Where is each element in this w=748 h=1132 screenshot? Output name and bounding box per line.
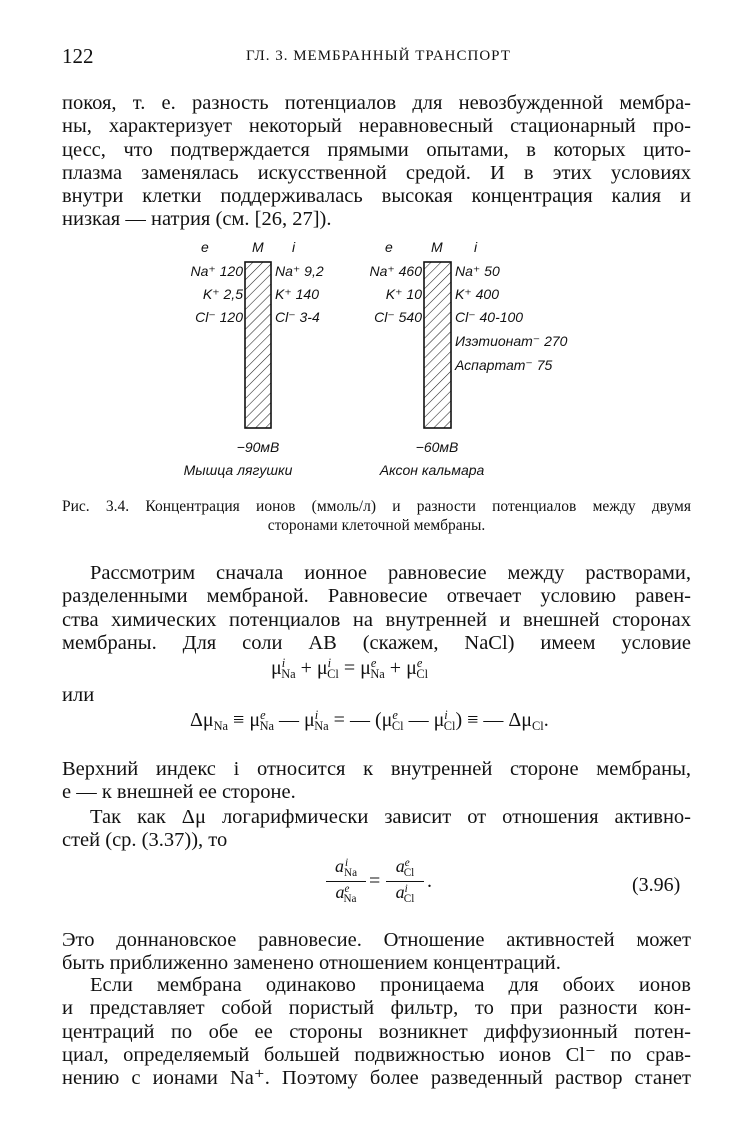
squid-int-cl: Cl⁻ 40-100 xyxy=(455,309,524,325)
frog-ext-k: K⁺ 2,5 xyxy=(202,286,243,302)
text-line: ства химических потенциалов на внутренней и внешней сторонах xyxy=(62,608,691,631)
frog-header-m: M xyxy=(252,239,264,255)
fraction-left xyxy=(326,856,366,905)
frog-header-e: e xyxy=(201,239,209,255)
frog-int-k: K⁺ 140 xyxy=(275,286,319,302)
squid-int-isethionate: Изэтионат⁻ 270 xyxy=(455,333,568,349)
squid-potential: −60мВ xyxy=(415,439,459,455)
text-line: циал, определяемый большей подвижностью ионов Cl⁻ по срав- xyxy=(62,1043,691,1066)
equation-number: (3.96) xyxy=(632,874,681,896)
fraction-bar: $a^e_{Na}$ xyxy=(326,881,366,905)
squid-int-na: Na⁺ 50 xyxy=(455,263,500,279)
text-line: Это доннановское равновесие. Отношение активностей может xyxy=(62,929,691,951)
figure-caption xyxy=(62,497,691,535)
equals-sign: = xyxy=(369,870,381,892)
text-line: внутри клетки поддерживалась высокая концентрация калия и xyxy=(62,185,691,208)
text-line: Так как Δμ логарифмически зависит от отношения активно- xyxy=(90,806,691,828)
squid-label: Аксон кальмара xyxy=(379,462,485,478)
squid-ext-k: K⁺ 10 xyxy=(385,286,422,302)
squid-ext-cl: Cl⁻ 540 xyxy=(374,309,422,325)
text-line: разделенными мембраной. Равновесие отвечает условию равен- xyxy=(62,585,691,608)
text-line: Если мембрана одинаково проницаема для обоих ионов xyxy=(90,974,691,996)
numerator: $a^i_{Na}$ xyxy=(334,856,358,879)
squid-membrane-bar xyxy=(424,262,451,428)
frog-int-na: Na⁺ 9,2 xyxy=(275,263,324,279)
text-line: Рассмотрим сначала ионное равновесие между растворами, xyxy=(90,562,691,584)
squid-header-m: M xyxy=(431,239,443,255)
squid-int-k: K⁺ 400 xyxy=(455,286,499,302)
text-line: e — к внешней ее стороне. xyxy=(62,781,296,804)
equation-equilibrium: $\mu^i_{Na} + \mu^i_{Cl} = \mu^e_{Na} + \mu^e_{Cl}$ xyxy=(271,656,429,682)
squid-int-aspartate: Аспартат⁻ 75 xyxy=(455,357,553,373)
text-line: цесс, что подтверждается прямыми опытами, в которых цито- xyxy=(62,138,691,161)
text-line: центраций по обе ее стороны возникнет диффузионный потен- xyxy=(62,1020,691,1043)
text-line: плазма заменялась искусственной средой. И в этих условиях xyxy=(62,161,691,184)
paragraph-2 xyxy=(62,562,691,655)
fraction-bar: $a^i_{Cl}$ xyxy=(386,881,424,905)
frog-ext-cl: Cl⁻ 120 xyxy=(195,309,243,325)
squid-header-i: i xyxy=(474,239,478,255)
fraction-right xyxy=(386,856,424,905)
numerator: $a^e_{Cl}$ xyxy=(395,856,415,879)
squid-header-e: e xyxy=(385,239,393,255)
text-line: покоя, т. е. разность потенциалов для невозбужденной мембра- xyxy=(62,92,691,114)
membrane-figure xyxy=(0,0,748,500)
text-line: быть приближенно заменено отношением концентраций. xyxy=(62,952,561,975)
text-line: Верхний индекс i относится к внутренней стороне мембраны, xyxy=(62,758,691,780)
text-line: мембраны. Для соли AB (скажем, NaCl) имеем условие xyxy=(62,631,691,654)
frog-label: Мышца лягушки xyxy=(183,462,293,478)
squid-ext-na: Na⁺ 460 xyxy=(369,263,422,279)
paragraph-6 xyxy=(62,974,691,1090)
frog-int-cl: Cl⁻ 3-4 xyxy=(275,309,320,325)
paragraph-4 xyxy=(62,806,691,853)
mu-symbol: μ xyxy=(271,656,282,679)
frog-membrane-bar xyxy=(245,262,271,428)
text-line: ны, характеризует некоторый неравновесный стационарный про- xyxy=(62,115,691,138)
paragraph-5 xyxy=(62,929,691,976)
frog-ext-na: Na⁺ 120 xyxy=(190,263,243,279)
word-or: или xyxy=(62,684,95,706)
frog-potential: −90мВ xyxy=(236,439,280,455)
text-line: стей (ср. (3.37)), то xyxy=(62,829,228,852)
text-line: нению с ионами Na⁺. Поэтому более разведенный раствор станет xyxy=(62,1067,691,1090)
equation-delta-mu: $\Delta\mu_{Na} \equiv \mu^e_{Na}$ — $\mu^i_{Na}$ = — ($\mu^e_{Cl}$ — $\mu^i_{Cl}$) ≡ — $\Delta\mu_{Cl}$. xyxy=(190,708,549,734)
frog-header-i: i xyxy=(292,239,296,255)
caption-line: сторонами клеточной мембраны. xyxy=(267,517,486,534)
page-number: 122 xyxy=(62,44,94,68)
caption-line: Рис. 3.4. Концентрация ионов (ммоль/л) и разности потенциалов между двумя xyxy=(62,498,691,515)
text-line: и представляет собой пористый фильтр, то при разности кон- xyxy=(62,997,691,1020)
paragraph-3 xyxy=(62,758,691,805)
book-page: 122 ГЛ. 3. МЕМБРАННЫЙ ТРАНСПОРТ покоя, т. е. разность потенциалов для невозбужденной мембра- ны, характеризует некоторый неравновесный стационарный про- цесс, что подтверждается прямыми опытами, в которых цито- плазма заменялась искусственной средой. И в этих условиях внутри клетки поддерживалась высокая концентрация калия и низкая — натрия (см. [26, 27]). e M i Na⁺ 120 K⁺ 2,5 Cl⁻ 120 Na⁺ 9,2 K⁺ 140 Cl⁻ 3-4 −90мВ Мышца лягушки e M i Na⁺ 460 K⁺ 10 Cl⁻ 540 Na⁺ 50 K⁺ 400 Cl⁻ 40-100 Изэтионат⁻ 270 Аспартат⁻ 75 −60мВ Аксон кальмара Рис. 3.4. Концентрация ионов (ммоль/л) и разности потенциалов между двумя сторонами клеточной мембраны. Рассмотрим сначала ионное равновесие между растворами, разделенными мембраной. Равновесие отвечает условию равен- ства химических потенциалов на внутренней и внешней сторонах мембраны. Для соли AB (скажем, NaCl) имеем условие $\mu^i_{Na} + \mu^i_{Cl} = \mu^e_{Na} + \mu^e_{Cl}$ или $\Delta\mu_{Na} \equiv \mu^e_{Na}$ — $\mu^i_{Na}$ = — ($\mu^e_{Cl}$ — $\mu^i_{Cl}$) ≡ — $\Delta\mu_{Cl}$. Верхний индекс i относится к внутренней стороне мембраны, e — к внешней ее стороне. Так как Δμ логарифмически зависит от отношения активно- стей (ср. (3.37)), то $a^i_{Na}$ $a^e_{Na}$ = $a^e_{Cl}$ $a^i_{Cl}$ . (3.96) Это доннановское равновесие. Отношение активностей может быть приближенно заменено отношением концентраций. Если мембрана одинаково проницаема для обоих ионов и представляет собой пористый фильтр, то при разности кон- центраций по обе ее стороны возникнет диффузионный потен- циал, определяемый большей подвижностью ионов Cl⁻ по срав- нению с ионами Na⁺. Поэтому более разведенный раствор станет xyxy=(0,0,748,1132)
text-line: низкая — натрия (см. [26, 27]). xyxy=(62,208,332,231)
chapter-title: ГЛ. 3. МЕМБРАННЫЙ ТРАНСПОРТ xyxy=(246,48,511,64)
